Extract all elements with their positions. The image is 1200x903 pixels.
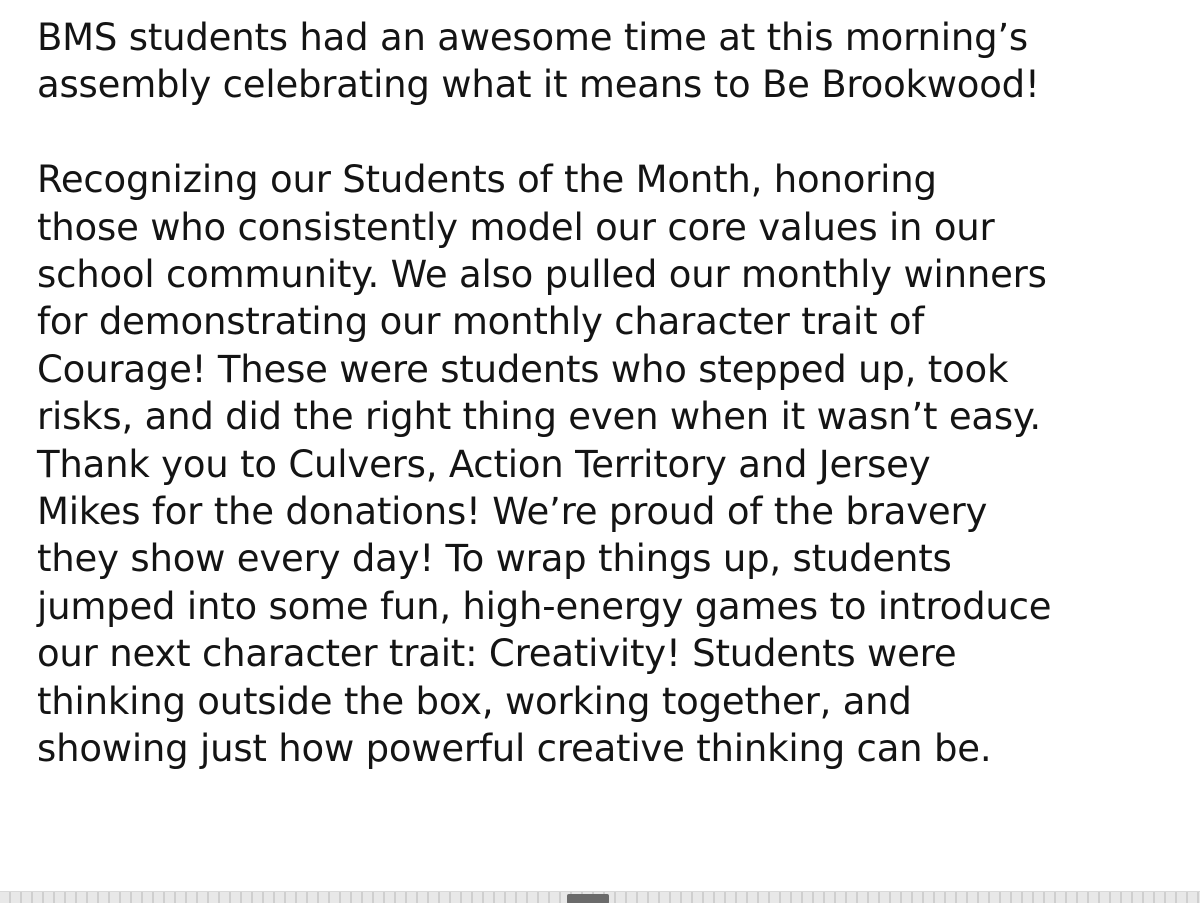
post-line: our next character trait: Creativity! Students were [37, 632, 957, 676]
paragraph-break [37, 109, 1187, 156]
post-line: thinking outside the box, working together, and [37, 679, 912, 723]
post-body [37, 14, 1187, 772]
post-line: risks, and did the right thing even when it wasn’t easy. [37, 395, 1041, 439]
post-line: jumped into some fun, high-energy games to introduce [37, 584, 1052, 628]
post-line: Courage! These were students who stepped up, took [37, 347, 1009, 391]
post-line: showing just how powerful creative thinking can be. [37, 727, 992, 771]
post-line: Thank you to Culvers, Action Territory and Jersey [37, 442, 931, 486]
post-line: those who consistently model our core values in our [37, 205, 995, 249]
post-line: Recognizing our Students of the Month, honoring [37, 158, 937, 202]
post-line: school community. We also pulled our monthly winners [37, 253, 1047, 297]
cropped-image-edge [0, 891, 1200, 903]
post-line: for demonstrating our monthly character trait of [37, 300, 925, 344]
post-line: Mikes for the donations! We’re proud of the bravery [37, 490, 988, 534]
post-line: assembly celebrating what it means to Be Brookwood! [37, 63, 1040, 107]
post-line: BMS students had an awesome time at this morning’s [37, 16, 1028, 59]
post-line: they show every day! To wrap things up, students [37, 537, 952, 581]
cropped-image-fragment [567, 894, 609, 903]
